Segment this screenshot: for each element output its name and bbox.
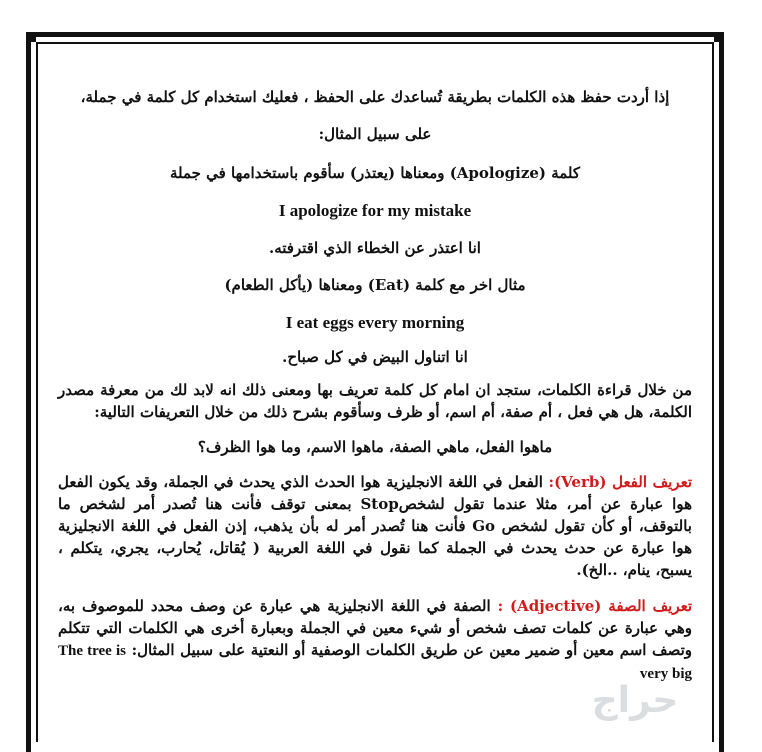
verb-heading: تعريف الفعل (Verb): — [548, 473, 692, 491]
watermark-logo: حراج — [591, 680, 679, 721]
document-body — [48, 82, 702, 685]
example1-description: كلمة (Apologize) ومعناها (يعتذر) سأقوم باستخدامها في جملة — [169, 164, 581, 182]
example1-english: I apologize for my mistake — [278, 201, 472, 220]
adjective-definition — [48, 595, 702, 685]
intro-text: إذا أردت حفظ هذه الكلمات بطريقة تُساعدك على الحفظ ، فعليك استخدام كل كلمة في جملة، — [80, 88, 670, 106]
question-line: ماهوا الفعل، ماهي الصفة، ماهوا الاسم، وما هوا الظرف؟ — [197, 438, 553, 456]
example2-english: I eat eggs every morning — [285, 313, 465, 332]
adjective-heading: تعريف الصفة (Adjective) : — [497, 597, 693, 615]
border-corner — [714, 32, 724, 42]
verb-definition — [48, 471, 702, 581]
example1-arabic: انا اعتذر عن الخطاء الذي اقترفته. — [269, 239, 481, 257]
border-corner — [26, 32, 36, 42]
example2-arabic: انا اتناول البيض في كل صباح. — [282, 348, 468, 366]
adjective-text: الصفة في اللغة الانجليزية هي عبارة عن وصف محدد للموصوف به، وهي عبارة عن كلمات تصف شخص أو شيء معين في الجملة وبعبارة أخرى هي الكلمات التي تتكلم وتصف اسم معين أو ضمير معين عن طريق الكلمات الوصفية أو النعتية على سبيل المثال: — [58, 597, 692, 659]
adjective-example-english: The tree is very big — [58, 643, 692, 682]
example-label: على سبيل المثال: — [318, 125, 432, 143]
example2-description: مثال اخر مع كلمة (Eat) ومعناها (يأكل الطعام) — [224, 276, 526, 294]
paragraph-word-types: من خلال قراءة الكلمات، ستجد ان امام كل كلمة تعريف بها ومعنى ذلك انه لابد لك من معرفة مصدر الكلمة، هل هي فعل ، أم صفة، أم اسم، أو ظرف وسأقوم بشرح ذلك من خلال التعريفات التالية: — [58, 381, 693, 421]
verb-text: الفعل في اللغة الانجليزية هوا الحدث الذي يحدث في الجملة، وقد يكون الفعل هوا عبارة عن أمر، مثلا عندما تقول لشخصStop بمعنى توقف فأنت هنا تُصدر أمر لشخص ما بالتوقف، أو كأن تقول لشخص Go فأنت هنا تُصدر أمر له بأن يذهب، إذن الفعل في اللغة الانجليزية هوا عبارة عن حدث يحدث في الجملة كما نقول في اللغة العربية ( يُقاتل، يُحارب، يجري، يتكلم ، يسبح، ينام، ..الخ). — [58, 473, 693, 579]
